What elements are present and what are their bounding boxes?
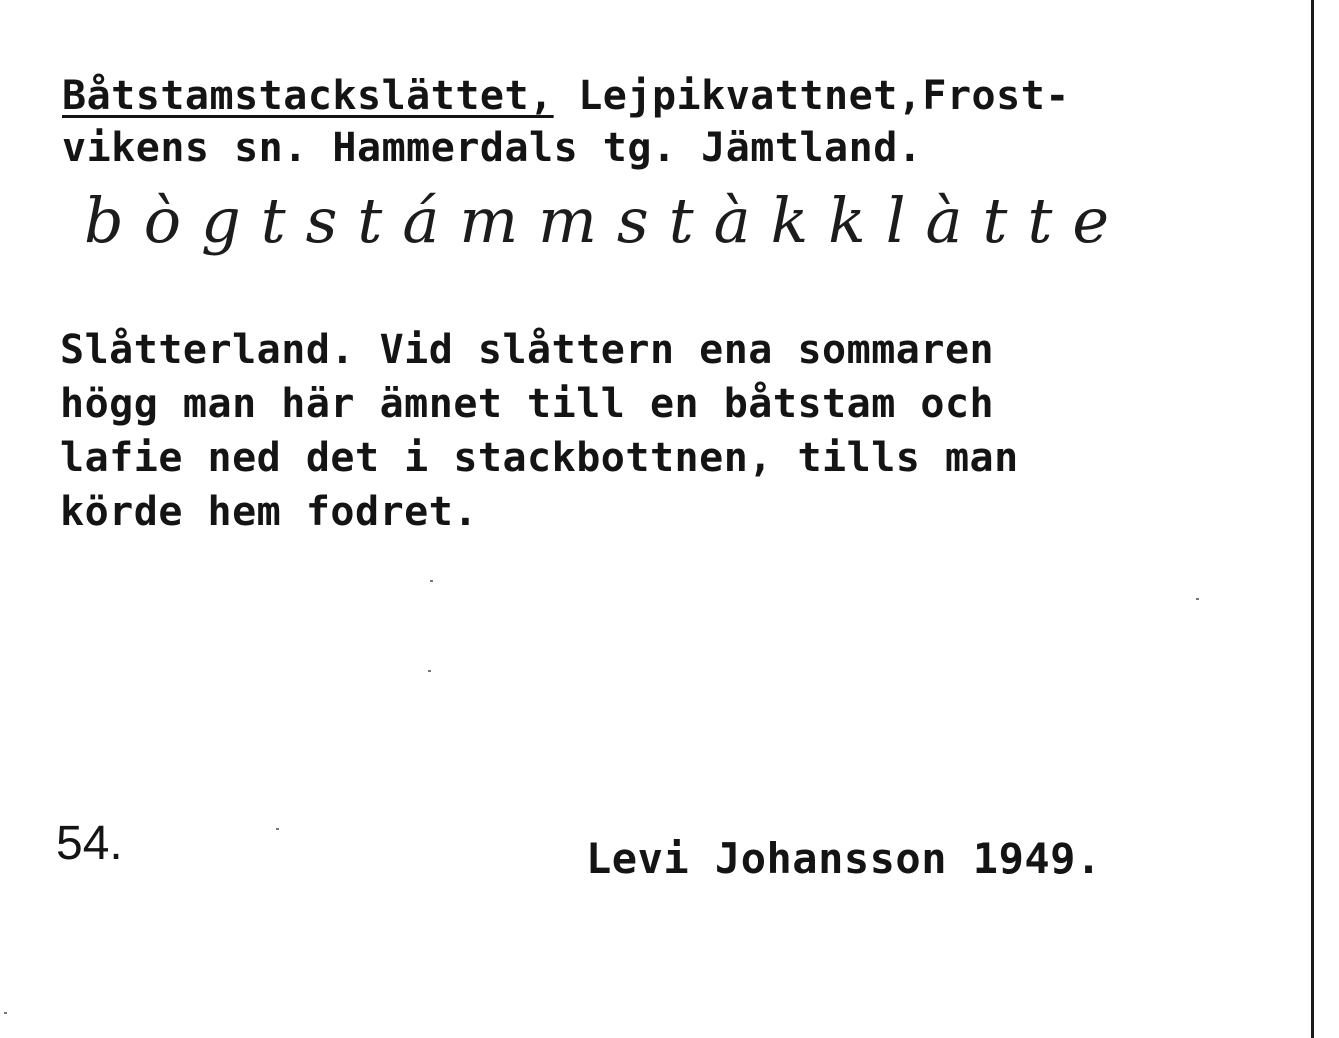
description-text [60, 323, 1019, 539]
signature: Levi Johansson 1949. [586, 834, 1102, 883]
description-line: Slåtterland. Vid slåttern ena sommaren [60, 327, 995, 373]
phonetic-transcription: bògtstámmstàkklàtte [84, 184, 1130, 257]
card-number: 54. [56, 817, 123, 870]
paper-speck [428, 670, 431, 672]
description-line: lafie ned det i stackbottnen, tills man [60, 435, 1019, 481]
header-line-1 [62, 73, 1070, 119]
header-line-2: vikens sn. Hammerdals tg. Jämtland. [62, 125, 923, 171]
paper-speck [276, 828, 279, 830]
description-line: körde hem fodret. [60, 489, 478, 535]
paper-speck [1196, 598, 1199, 600]
place-name: Båtstamstackslättet, [62, 73, 554, 119]
card-edge-line [1311, 0, 1314, 1038]
paper-speck [4, 1012, 7, 1014]
paper-speck [430, 580, 433, 582]
location-text: Lejpikvattnet,Frost- [553, 73, 1070, 119]
description-line: högg man här ämnet till en båtstam och [60, 381, 995, 427]
